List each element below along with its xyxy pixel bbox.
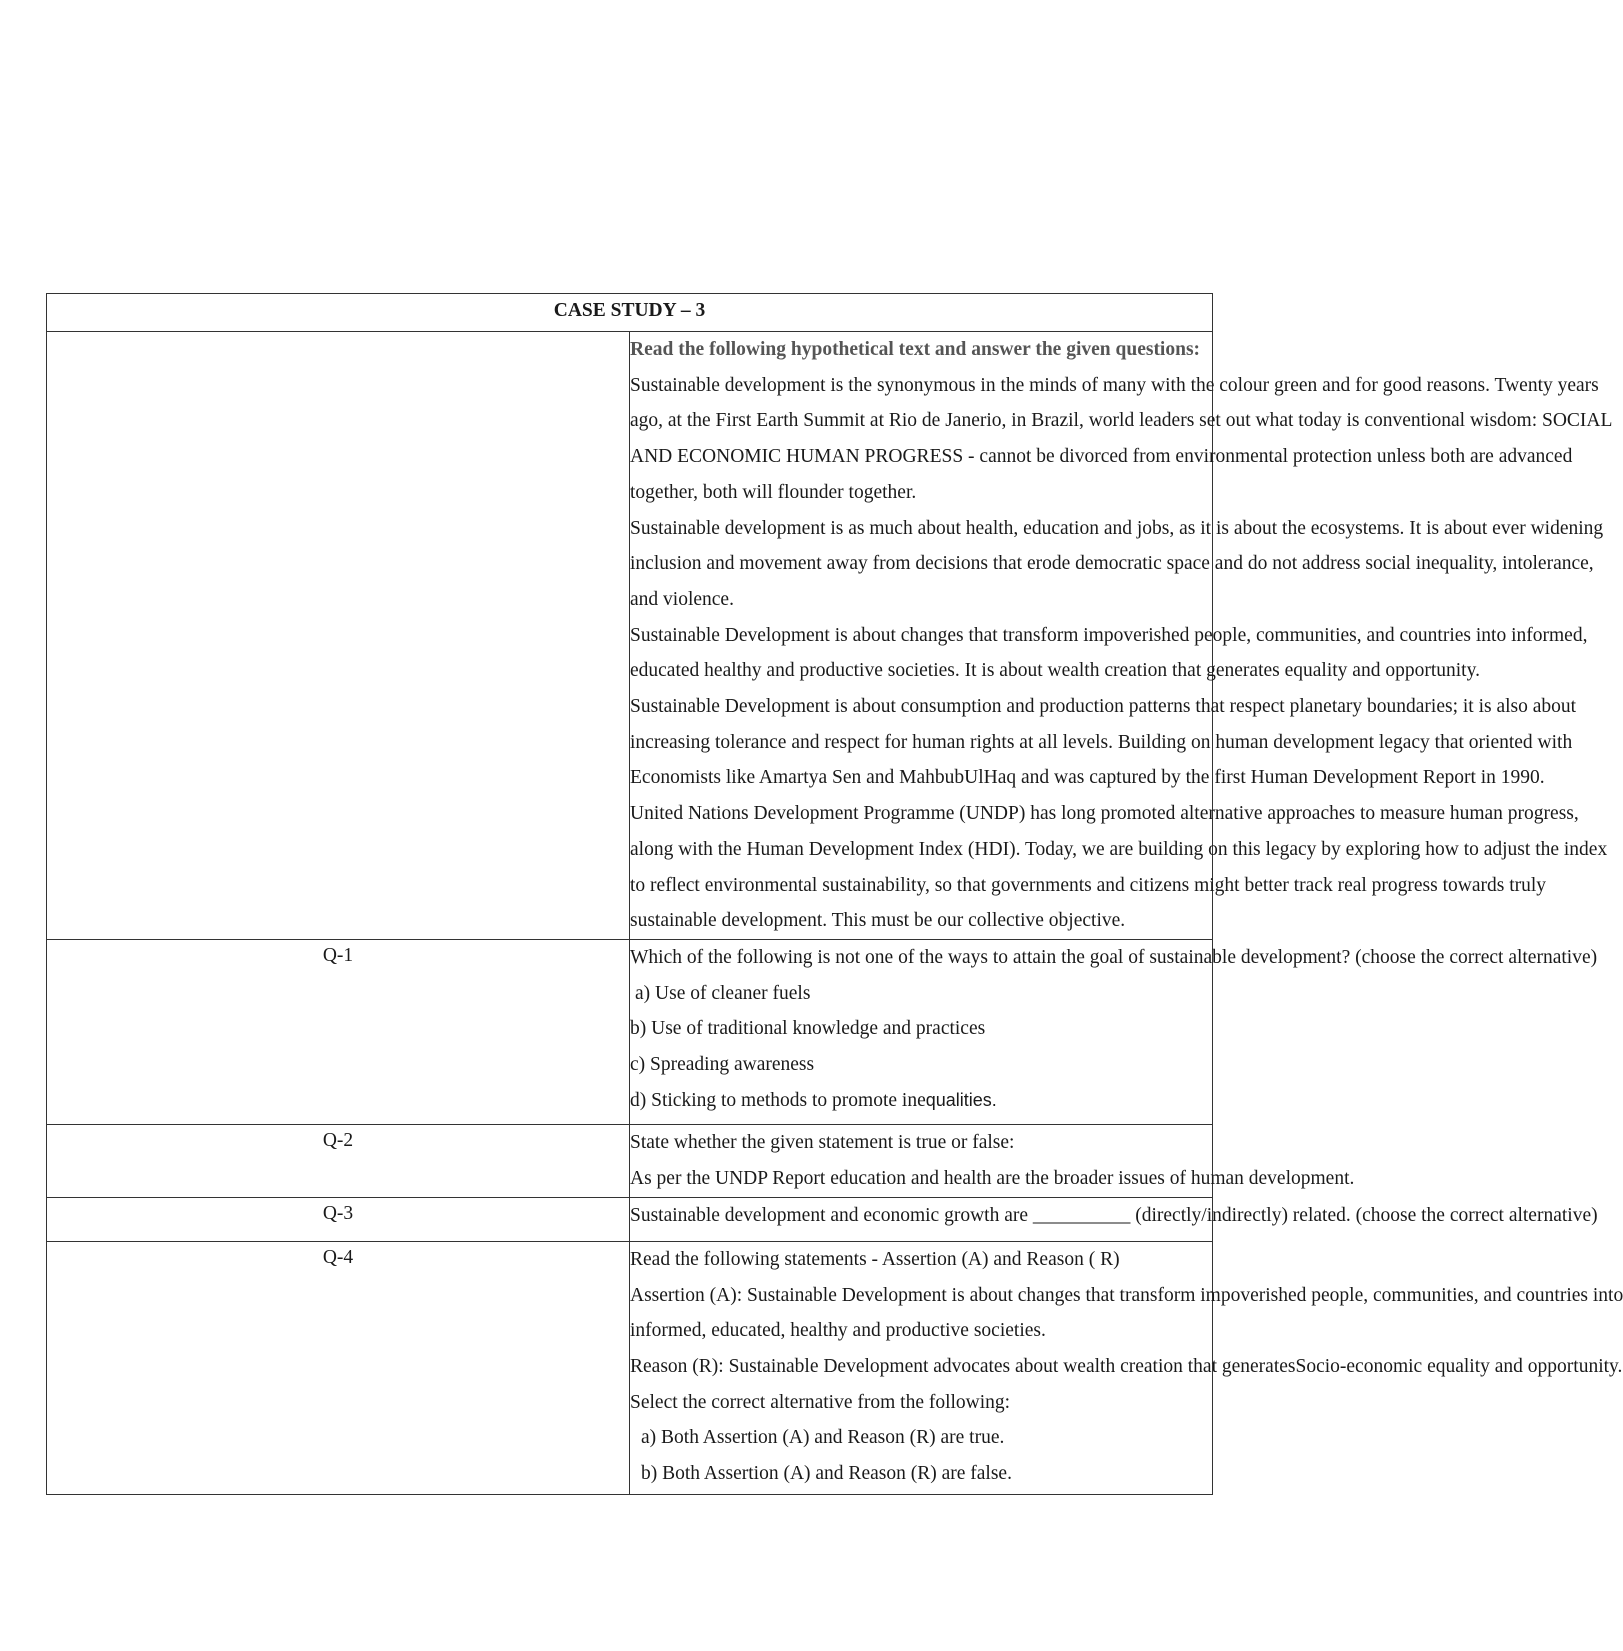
passage-line: to reflect environmental sustainability, so that governments and citizens might better track real progress towards truly <box>630 874 1547 896</box>
assertion-text: Assertion (A): Sustainable Development is about changes that transform impoverished people, communities, and countries into <box>630 1284 1623 1306</box>
passage-line: inclusion and movement away from decisions that erode democratic space and do not address social inequality, intolerance, <box>630 553 1594 575</box>
question-cell-q4 <box>630 1241 1623 1494</box>
question-number: Q-4 <box>47 1241 630 1494</box>
passage-paragraph-5 <box>630 796 1608 939</box>
passage-number-cell <box>47 332 630 940</box>
question-row-q1 <box>47 939 1213 1124</box>
passage-line: increasing tolerance and respect for human rights at all levels. Building on human development legacy that oriented with <box>630 731 1573 753</box>
question-number: Q-3 <box>47 1197 630 1241</box>
option-d-tail: qualities. <box>925 1089 997 1110</box>
passage-line: Sustainable development is as much about health, education and jobs, as it is about the ecosystems. It is about ever widening <box>630 517 1604 539</box>
passage-line: together, both will flounder together. <box>630 481 917 503</box>
option-c: c) Spreading awareness <box>630 1054 815 1076</box>
case-study-title: CASE STUDY – 3 <box>47 294 1213 332</box>
passage-line: Sustainable Development is about changes that transform impoverished people, communities, and countries into informed, <box>630 624 1588 646</box>
passage-line: Sustainable Development is about consumption and production patterns that respect planetary boundaries; it is also about <box>630 696 1577 718</box>
passage-line: along with the Human Development Index (HDI). Today, we are building on this legacy by exploring how to adjust the index <box>630 838 1608 860</box>
option-a: a) Use of cleaner fuels <box>635 982 811 1004</box>
question-row-q2 <box>47 1124 1213 1197</box>
passage-paragraph-3 <box>630 618 1588 689</box>
passage-line: United Nations Development Programme (UNDP) has long promoted alternative approaches to measure human progress, <box>630 803 1579 825</box>
question-cell-q2 <box>630 1124 1355 1197</box>
assertion-text-continued: informed, educated, healthy and productive societies. <box>630 1320 1046 1342</box>
passage-row <box>47 332 1213 940</box>
passage-line: ago, at the First Earth Summit at Rio de Janerio, in Brazil, world leaders set out what today is conventional wisdom: SOCIAL <box>630 410 1613 432</box>
question-cell-q3 <box>630 1197 1598 1241</box>
passage-cell <box>630 332 1613 940</box>
question-row-q4 <box>47 1241 1213 1494</box>
option-a: a) Both Assertion (A) and Reason (R) are true. <box>641 1427 1005 1449</box>
select-instruction: Select the correct alternative from the following: <box>630 1391 1011 1413</box>
passage-line: AND ECONOMIC HUMAN PROGRESS - cannot be divorced from environmental protection unless both are advanced <box>630 446 1573 468</box>
passage-paragraph-1 <box>630 368 1613 511</box>
question-text: Sustainable development and economic growth are __________ (directly/indirectly) related. (choose the correct alternative) <box>630 1204 1598 1226</box>
question-text: State whether the given statement is true or false: <box>630 1131 1015 1153</box>
question-number: Q-2 <box>47 1124 630 1197</box>
option-d-main: d) Sticking to methods to promote ine <box>630 1089 926 1111</box>
option-b: b) Both Assertion (A) and Reason (R) are false. <box>641 1463 1012 1485</box>
option-d <box>630 1083 1212 1119</box>
option-b: b) Use of traditional knowledge and practices <box>630 1018 986 1040</box>
passage-line: sustainable development. This must be our collective objective. <box>630 910 1126 932</box>
title-row <box>47 294 1213 332</box>
passage-line: and violence. <box>630 588 734 610</box>
statement-text: As per the UNDP Report education and health are the broader issues of human development. <box>630 1167 1355 1189</box>
instruction-text: Read the following hypothetical text and answer the given questions: <box>630 339 1201 360</box>
question-text: Which of the following is not one of the ways to attain the goal of sustainable development? (choose the correct alternative) <box>630 946 1598 968</box>
question-cell-q1 <box>630 939 1598 1124</box>
question-text: Read the following statements - Assertion (A) and Reason ( R) <box>630 1248 1120 1270</box>
passage-line: Sustainable development is the synonymous in the minds of many with the colour green and for good reasons. Twenty years <box>630 374 1599 396</box>
reason-text: Reason (R): Sustainable Development advocates about wealth creation that generatesSocio-economic equality and opportunity. <box>630 1356 1623 1378</box>
passage-line: educated healthy and productive societies. It is about wealth creation that generates equality and opportunity. <box>630 660 1480 682</box>
passage-paragraph-4 <box>630 689 1577 796</box>
passage-paragraph-2 <box>630 511 1604 618</box>
case-study-table <box>46 293 1623 1495</box>
question-number: Q-1 <box>47 939 630 1124</box>
passage-line: Economists like Amartya Sen and MahbubUlHaq and was captured by the first Human Development Report in 1990. <box>630 767 1545 789</box>
question-row-q3 <box>47 1197 1213 1241</box>
